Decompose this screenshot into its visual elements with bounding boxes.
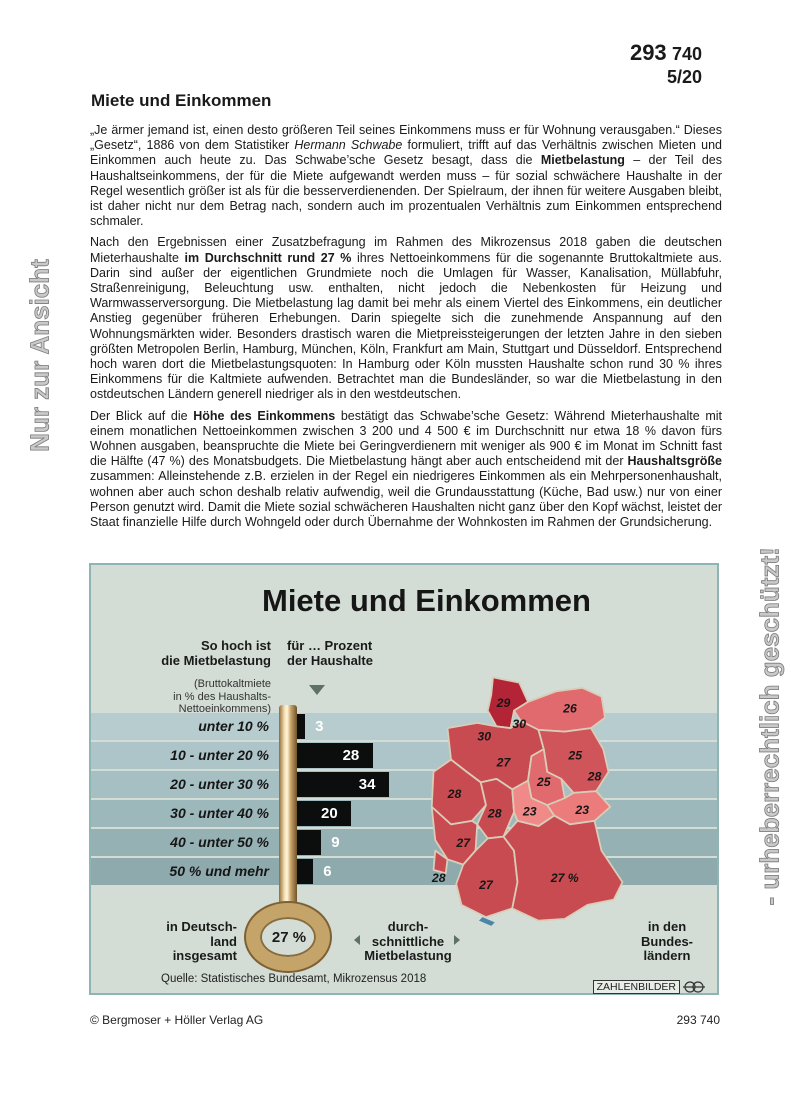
emphasis-text: im Durchschnitt rund 27 %	[184, 250, 352, 265]
text-segment: zusammen: Alleinstehende z.B. erzielen in der Regel ein niedrigeres Einkommen als ein Mehrpersonenhaushalt, wohnen aber auch schon deshalb relativ aufwendig, weil die Grundausstattung (Küche, Bad usw.) nur von einer Person genutzt wird. Damit die Miete sozial schwächeren Haushalten nicht ganz über den Kopf wächst, leistet der Staat finanzielle Hilfe durch Wohngeld oder durch Übernahme der Wohnkosten im Rahmen der Grundsicherung.	[90, 469, 722, 530]
left-column-heading	[151, 638, 271, 668]
state-value-label: 27	[479, 878, 493, 893]
state-value-label: 28	[487, 806, 502, 821]
emphasis-text: Haushaltsgröße	[627, 454, 722, 469]
states-line-3: ländern	[643, 948, 691, 963]
states-line-2: Bundes-	[641, 933, 693, 949]
doc-number-sub: 740	[671, 44, 702, 64]
note-line-3: Nettoeinkommens)	[178, 703, 271, 715]
bar-value-label: 3	[315, 718, 324, 735]
text-segment: ihres Nettoeinkommens für die sogenannte Bruttokaltmiete aus. Darin sind außer der eigentlichen Grundmiete noch die Umlagen für Wasser, Kanalisation, Müllabfuhr, Straßenreinigung, Beleuchtung usw. enthalten, nicht jedoch die Nebenkosten für Heizung und Warmwasserversorgung. Die Mietbelastung lag damit bei mehr als einem Viertel des Einkommens, ein deutlicher Anstieg gegenüber früheren Erhebungen. Darin spiegelte sich die zunehmende Anspannung auf den Wohnungsmärkten wider. Besonders drastisch waren die Mietpreissteigerungen der letzten Jahre in den sieben größten Metropolen Berlin, Hamburg, München, Köln, Frankfurt am Main, Stuttgart und Düsseldorf. Entsprechend hoch waren dort die Mietbelastungsquoten: In Hamburg oder Köln mussten Haushalte schon rund 30 % ihres Einkommens für die Kaltmiete aufwenden. Betrachtet man die Bundesländer, so war die Mietbelastung in den ostdeutschen Ländern generell niedriger als in den westdeutschen.	[90, 250, 723, 402]
avg-line-1: durch-	[387, 919, 429, 934]
state-value-label: 28	[447, 787, 462, 802]
state-value-label: 27 %	[550, 871, 579, 886]
state-value-label: 29	[496, 696, 511, 711]
text-segment: – der Teil des Haushaltseinkommens, der für die Miete aufgewandt werden muss – für sozial schwächere Haushalte in der Regel wesentlich größer ist als für die besserverdienenden. Der Spielraum, der ihnen für weitere Ausgaben bleibt, ist daher nicht nur dem Betrag nach, sondern auch im prozentualen Verhältnis zum Einkommen entsprechend schmaler.	[90, 153, 722, 229]
state-value-label: 23	[575, 802, 590, 817]
avg-line-2: schnittliche	[371, 933, 445, 949]
watermark-view-only: Nur zur Ansicht	[24, 259, 55, 452]
lake-constance-icon	[479, 917, 495, 926]
states-line-1: in den	[647, 919, 687, 934]
triangle-down-icon	[309, 685, 325, 695]
bar	[297, 714, 305, 739]
paragraph-1	[90, 123, 722, 229]
category-label: unter 10 %	[198, 718, 269, 734]
unit-note	[151, 678, 271, 716]
key-shaft-icon	[279, 705, 297, 910]
de-line-3: insgesamt	[172, 948, 237, 963]
left-heading-line-2: die Mietbelastung	[161, 653, 271, 668]
state-value-label: 30	[512, 717, 527, 732]
state-value-label: 27	[456, 836, 471, 851]
de-line-1: in Deutsch-	[166, 919, 237, 934]
state-bayern	[504, 816, 623, 921]
category-label: 10 - unter 20 %	[170, 747, 269, 763]
text-segment: Nach den Ergebnissen einer Zusatzbefragung im Rahmen des Mikrozensus 2018 gaben die deutschen Mieterhaushalte	[90, 235, 722, 265]
source-note: Quelle: Statistisches Bundesamt, Mikrozensus 2018	[161, 973, 427, 985]
avg-line-3: Mietbelastung	[364, 948, 452, 963]
bar-value-label: 20	[321, 805, 338, 822]
average-value: 27 %	[271, 929, 307, 946]
page-title: Miete und Einkommen	[91, 91, 272, 110]
article-body	[90, 123, 722, 536]
state-value-label: 28	[431, 871, 446, 886]
germany-total-label	[147, 920, 237, 964]
infographic	[89, 563, 719, 995]
bar-value-label: 6	[323, 863, 332, 880]
states-label	[627, 920, 707, 964]
category-label: 40 - unter 50 %	[170, 834, 269, 850]
state-value-label: 28	[587, 769, 602, 784]
paragraph-3	[90, 409, 722, 531]
right-column-heading	[287, 638, 407, 668]
watermark-copyright: - urheberrechtlich geschützt!	[754, 547, 785, 906]
left-heading-line-1: So hoch ist	[200, 638, 271, 653]
issue-number: 5/20	[666, 67, 702, 87]
emphasis-text: Höhe des Einkommens	[193, 408, 336, 423]
doc-number-main: 293	[629, 40, 667, 65]
arrow-left-icon	[354, 935, 360, 945]
bar	[297, 859, 313, 884]
footer-doc-number: 293 740	[676, 1013, 720, 1027]
category-label: 20 - unter 30 %	[170, 776, 269, 792]
germany-map	[416, 655, 626, 985]
state-value-label: 27	[496, 755, 511, 770]
publisher-credit: © Bergmoser + Höller Verlag AG	[90, 1013, 264, 1027]
text-segment: „Je ärmer jemand ist, einen desto größeren Teil seines Einkommens muss er für Wohnung verausgaben.“ Dieses „Gesetz“, 1886 von dem Statistiker	[90, 123, 722, 153]
category-label: 30 - unter 40 %	[170, 805, 269, 821]
emphasis-text: Mietbelastung	[540, 153, 625, 168]
text-segment: formuliert, trifft auf das Verhältnis zwischen Mieten und Einkommen auch heute zu. Das Schwabe’sche Gesetz besagt, dass die	[90, 138, 722, 168]
state-value-label: 26	[563, 701, 577, 716]
de-line-2: land	[210, 933, 237, 949]
paragraph-2	[90, 235, 722, 402]
bar-value-label: 28	[342, 747, 360, 764]
text-segment: Der Blick auf die	[90, 408, 194, 423]
bar	[297, 743, 373, 768]
note-line-1: (Bruttokaltmiete	[193, 678, 271, 690]
state-value-label: 25	[536, 774, 551, 789]
bar-value-label: 9	[331, 834, 340, 851]
category-label: 50 % und mehr	[169, 863, 269, 879]
right-heading-line-2: der Haushalte	[287, 653, 373, 668]
bar	[297, 830, 321, 855]
italic-text: Hermann Schwabe	[294, 138, 403, 153]
state-value-label: 25	[568, 748, 583, 763]
note-line-2: in % des Haushalts-	[173, 690, 271, 703]
bar-value-label: 34	[358, 776, 376, 793]
zahlenbilder-brand	[593, 980, 705, 994]
state-value-label: 30	[477, 729, 492, 744]
state-value-label: 23	[522, 804, 537, 819]
right-heading-line-1: für … Prozent	[287, 638, 373, 653]
infographic-title: Miete und Einkommen	[262, 583, 591, 618]
text-segment: bestätigt das Schwabe’sche Gesetz: Während Mieterhaushalte mit einem monatlichen Nettoeinkommen zwischen 3 200 und 4 500 € im Durchschnitt nur etwa 18 % davon fürs Wohnen ausgaben, beanspruchte die Miete bei Geringverdienern mit weniger als 900 € im Monat im Schnitt fast die Hälfte (47 %) des Monatsbudgets. Die Mietbelastung hängt aber auch entscheidend mit der	[90, 408, 722, 469]
brand-logo-icon	[683, 981, 705, 993]
document-number	[630, 42, 702, 88]
brand-label: ZAHLENBILDER	[593, 980, 680, 994]
